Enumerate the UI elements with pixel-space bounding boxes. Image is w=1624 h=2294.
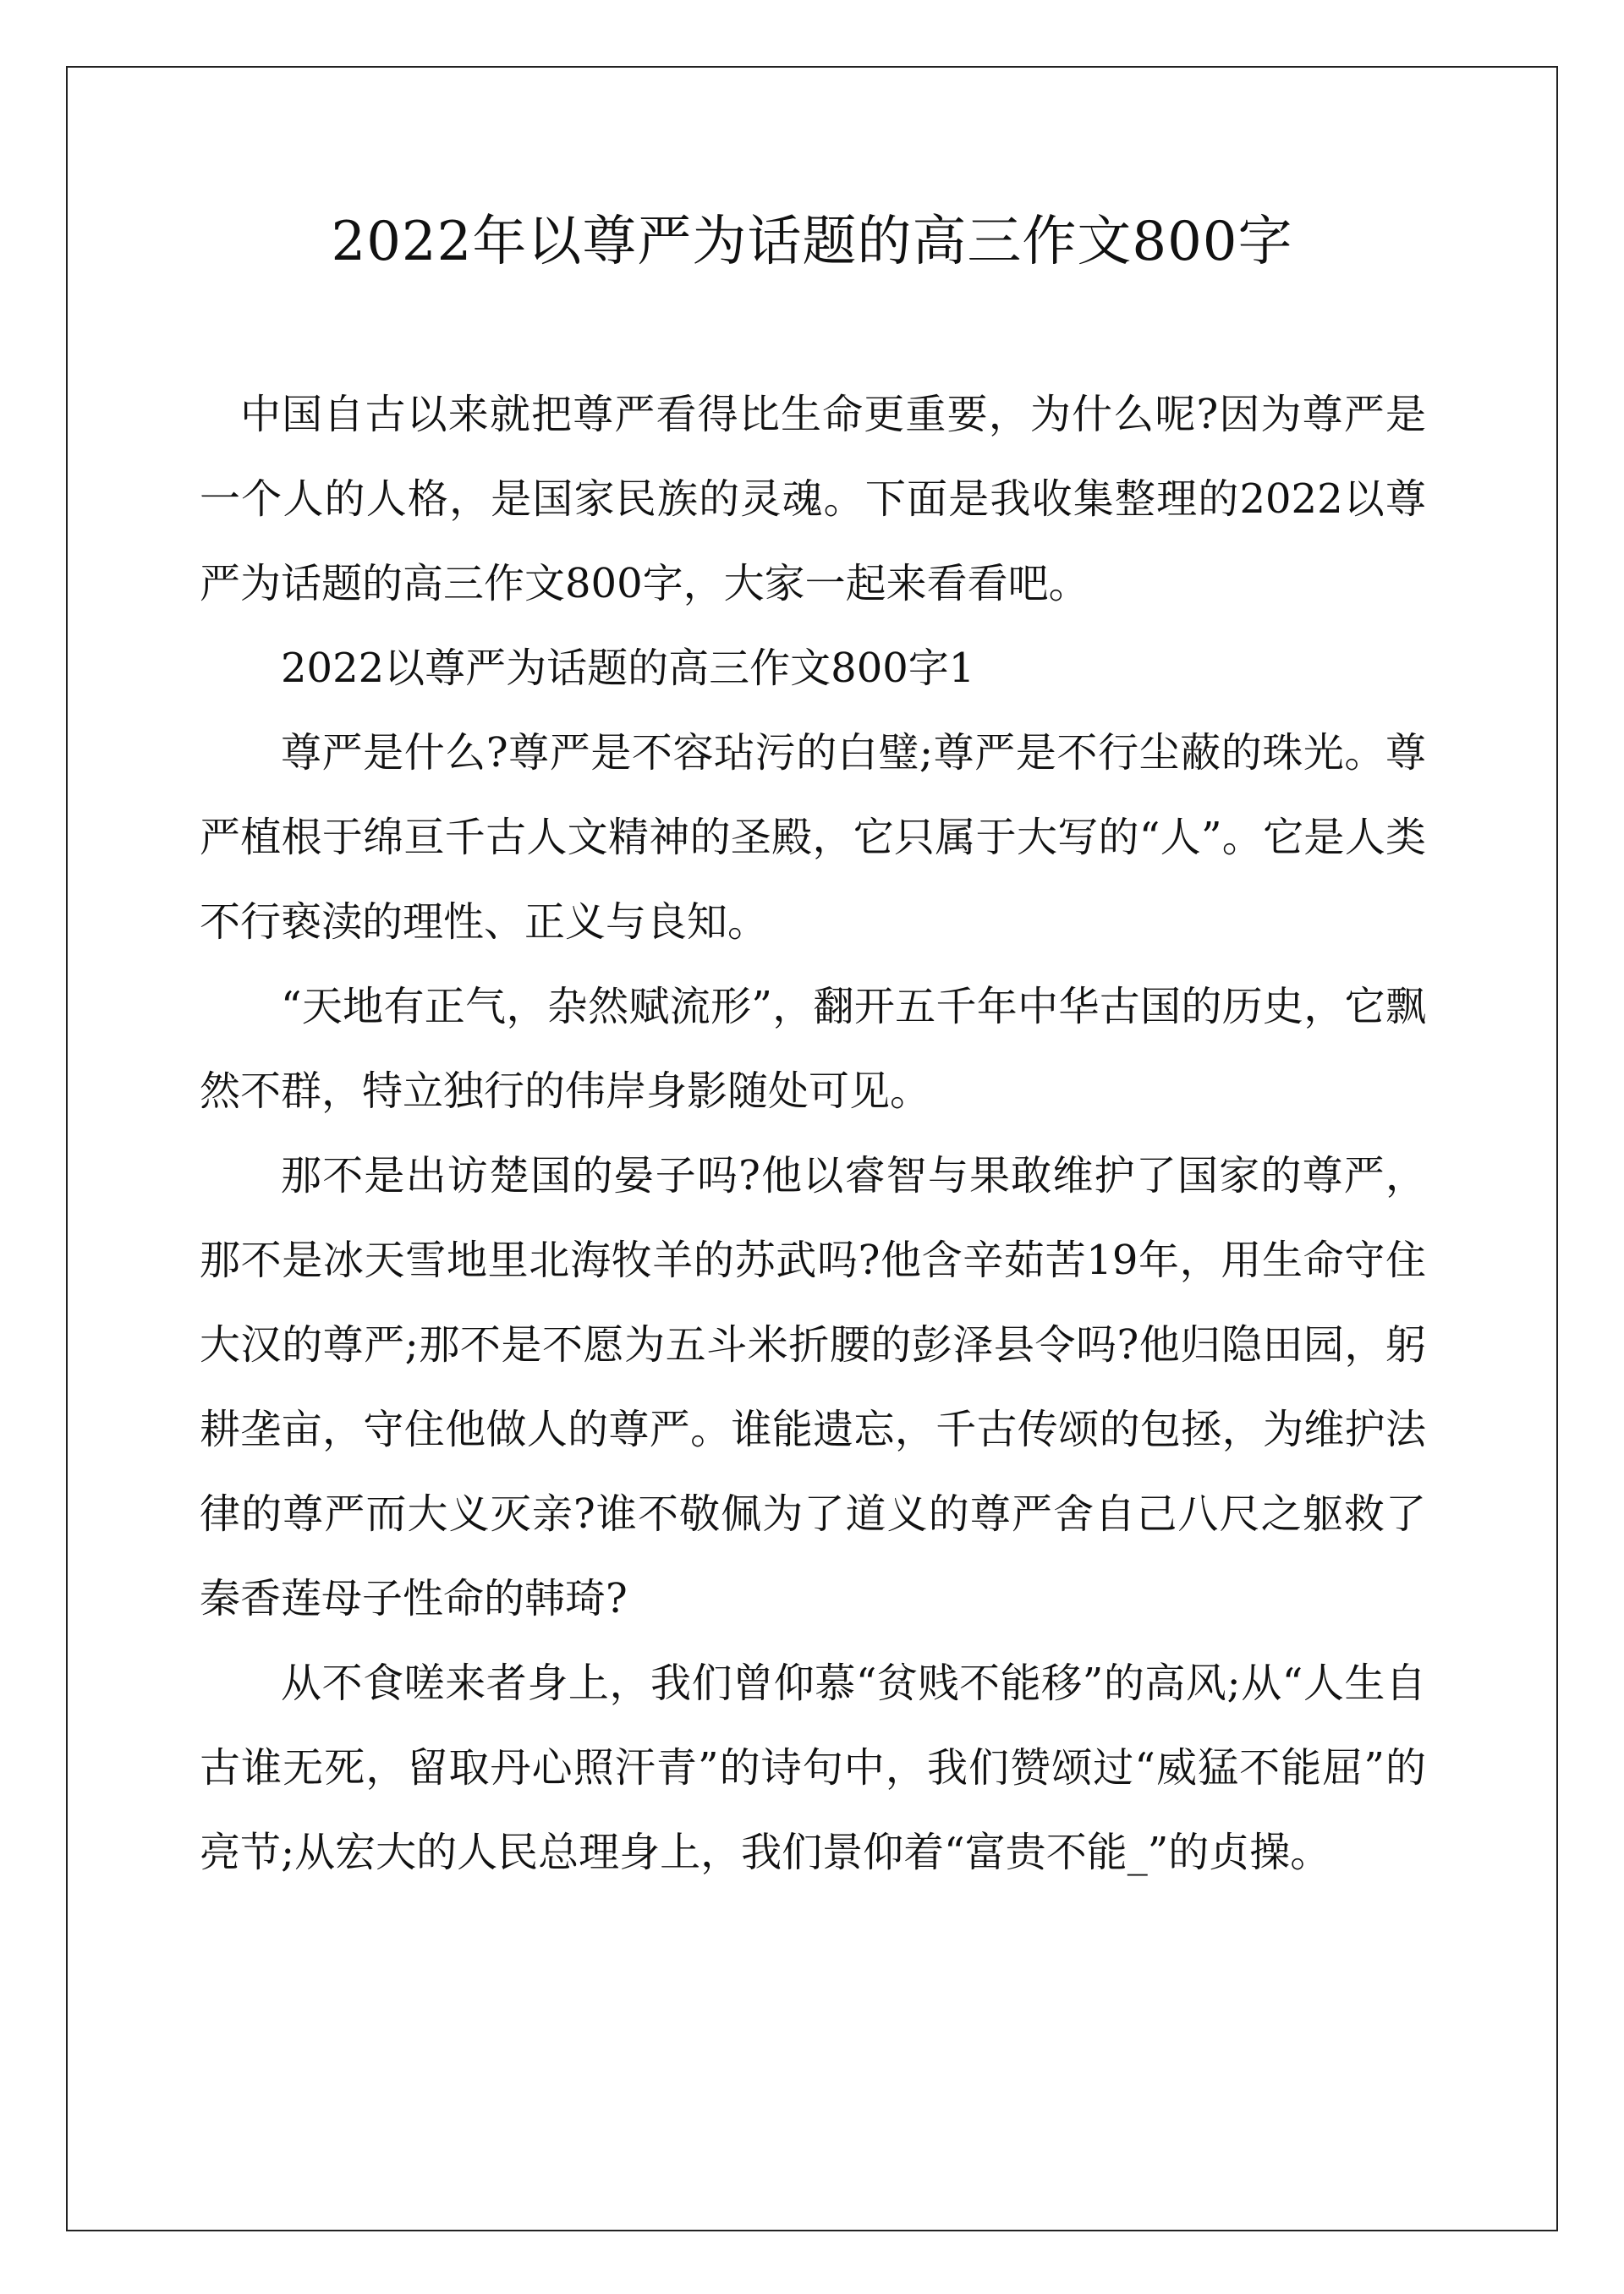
paragraph-body: 尊严是什么?尊严是不容玷污的白璧;尊严是不行尘蔽的珠光。尊严植根于绵亘千古人文精神的圣殿，它只属于大写的“人”。它是人类不行亵渎的理性、正义与良知。 — [200, 729, 1426, 946]
paragraph-intro: 中国自古以来就把尊严看得比生命更重要，为什么呢?因为尊严是一个人的人格，是国家民族的灵魂。下面是我收集整理的2022以尊严为话题的高三作文800字，大家一起来看看吧。 — [200, 391, 1426, 607]
paragraph-body: 从不食嗟来者身上，我们曾仰慕“贫贱不能移”的高风;从“人生自古谁无死，留取丹心照汗青”的诗句中，我们赞颂过“威猛不能屈”的亮节;从宏大的人民总理身上，我们景仰着“富贵不能_”的贞操。 — [200, 1660, 1426, 1876]
paragraph-essay-heading: 2022以尊严为话题的高三作文800字1 — [281, 645, 975, 692]
document-body — [200, 372, 1426, 1895]
paragraph-body: 那不是出访楚国的晏子吗?他以睿智与果敢维护了国家的尊严，那不是冰天雪地里北海牧羊的苏武吗?他含辛茹苦19年，用生命守住大汉的尊严;那不是不愿为五斗米折腰的彭泽县令吗?他归隐田园，躬耕垄亩，守住他做人的尊严。谁能遗忘，千古传颂的包拯，为维护法律的尊严而大义灭亲?谁不敬佩为了道义的尊严舍自己八尺之躯救了秦香莲母子性命的韩琦? — [200, 1152, 1426, 1622]
paragraph-body: “天地有正气，杂然赋流形”，翻开五千年中华古国的历史，它飘然不群，特立独行的伟岸身影随处可见。 — [200, 983, 1426, 1115]
document-title: 2022年以尊严为话题的高三作文800字 — [331, 211, 1293, 273]
